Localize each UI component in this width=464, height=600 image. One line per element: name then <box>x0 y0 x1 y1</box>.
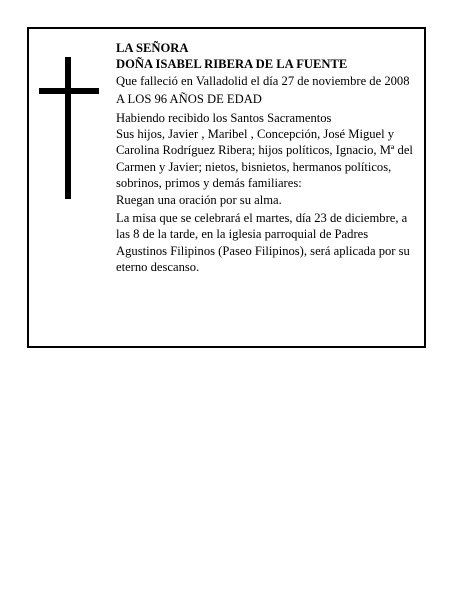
obituary-notice <box>27 27 426 348</box>
prayer-request: Ruegan una oración por su alma. <box>116 192 282 207</box>
family-statement: Sus hijos, Javier , Maribel , Concepción, José Miguel y Carolina Rodríguez Ribera; hijos políticos, Ignacio, Mª del Carmen y Javier; nietos, bisnietos, hermanos políticos, sobrinos, primos y demás familiares: <box>116 127 413 191</box>
age-statement: A LOS 96 AÑOS DE EDAD <box>116 92 262 107</box>
sacraments-statement: Habiendo recibido los Santos Sacramentos <box>116 110 332 125</box>
deceased-name: DOÑA ISABEL RIBERA DE LA FUENTE <box>116 57 348 72</box>
notice-title-line: LA SEÑORA <box>116 41 189 55</box>
cross-horizontal-bar <box>39 88 99 94</box>
cross-vertical-bar <box>65 57 71 199</box>
mass-statement: La misa que se celebrará el martes, día 23 de diciembre, a las 8 de la tarde, en la iglesia parroquial de Padres Agustinos Filipinos (Paseo Filipinos), será aplicada por su eterno descanso. <box>116 211 410 275</box>
notice-text <box>116 40 416 276</box>
cross-icon <box>39 57 99 199</box>
death-statement: Que falleció en Valladolid el día 27 de noviembre de 2008 <box>116 73 410 88</box>
